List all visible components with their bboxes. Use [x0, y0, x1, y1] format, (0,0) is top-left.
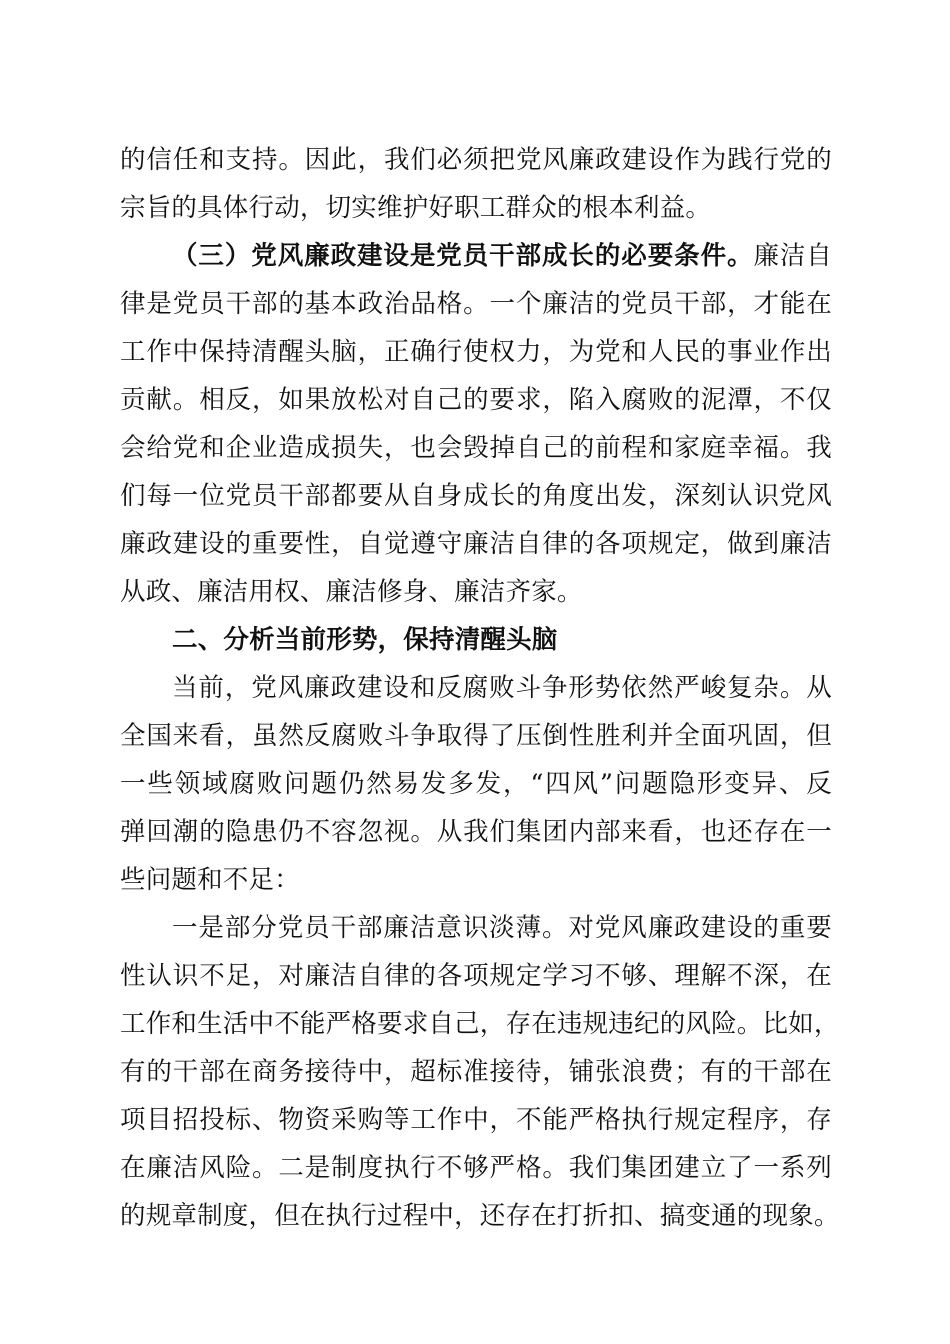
section-heading-3: （三）党风廉政建设是党员干部成长的必要条件。	[172, 241, 754, 271]
paragraph-text: 廉洁自	[753, 241, 832, 271]
paragraph-line: 有的干部在商务接待中，超标准接待，铺张浪费；有的干部在	[120, 1057, 832, 1087]
paragraph-line: 性认识不足，对廉洁自律的各项规定学习不够、理解不深，在	[120, 961, 832, 991]
paragraph-line: 会给党和企业造成损失，也会毁掉自己的前程和家庭幸福。我	[120, 433, 832, 463]
paragraph-line: 一是部分党员干部廉洁意识淡薄。对党风廉政建设的重要	[172, 913, 832, 943]
paragraph-line: 律是党员干部的基本政治品格。一个廉洁的党员干部，才能在	[120, 289, 832, 319]
paragraph-line: 项目招投标、物资采购等工作中，不能严格执行规定程序，存	[120, 1105, 832, 1135]
paragraph-line: 工作和生活中不能严格要求自己，存在违规违纪的风险。比如，	[120, 1009, 840, 1039]
paragraph-line: 些问题和不足：	[120, 865, 300, 895]
paragraph-line: 工作中保持清醒头脑，正确行使权力，为党和人民的事业作出	[120, 337, 832, 367]
paragraph-line: 的规章制度，但在执行过程中，还存在打折扣、搞变通的现象。	[120, 1201, 840, 1231]
paragraph-line: 一些领域腐败问题仍然易发多发，“四风”问题隐形变异、反	[120, 769, 832, 799]
paragraph-line: 贡献。相反，如果放松对自己的要求，陷入腐败的泥潭，不仅	[120, 385, 832, 415]
paragraph-line: 的信任和支持。因此，我们必须把党风廉政建设作为践行党的	[120, 145, 832, 175]
paragraph-line: 弹回潮的隐患仍不容忽视。从我们集团内部来看，也还存在一	[120, 817, 832, 847]
paragraph-line: 廉政建设的重要性，自觉遵守廉洁自律的各项规定，做到廉洁	[120, 529, 832, 559]
paragraph-line: 从政、廉洁用权、廉洁修身、廉洁齐家。	[120, 577, 583, 607]
paragraph-line: 在廉洁风险。二是制度执行不够严格。我们集团建立了一系列	[120, 1153, 832, 1183]
section-heading-2: 二、分析当前形势，保持清醒头脑	[172, 625, 558, 655]
paragraph-line: 们每一位党员干部都要从自身成长的角度出发，深刻认识党风	[120, 481, 832, 511]
section-heading-line	[172, 238, 832, 274]
paragraph-line: 宗旨的具体行动，切实维护好职工群众的根本利益。	[120, 193, 712, 223]
paragraph-line: 当前，党风廉政建设和反腐败斗争形势依然严峻复杂。从	[172, 673, 832, 703]
paragraph-line: 全国来看，虽然反腐败斗争取得了压倒性胜利并全面巩固，但	[120, 721, 832, 751]
